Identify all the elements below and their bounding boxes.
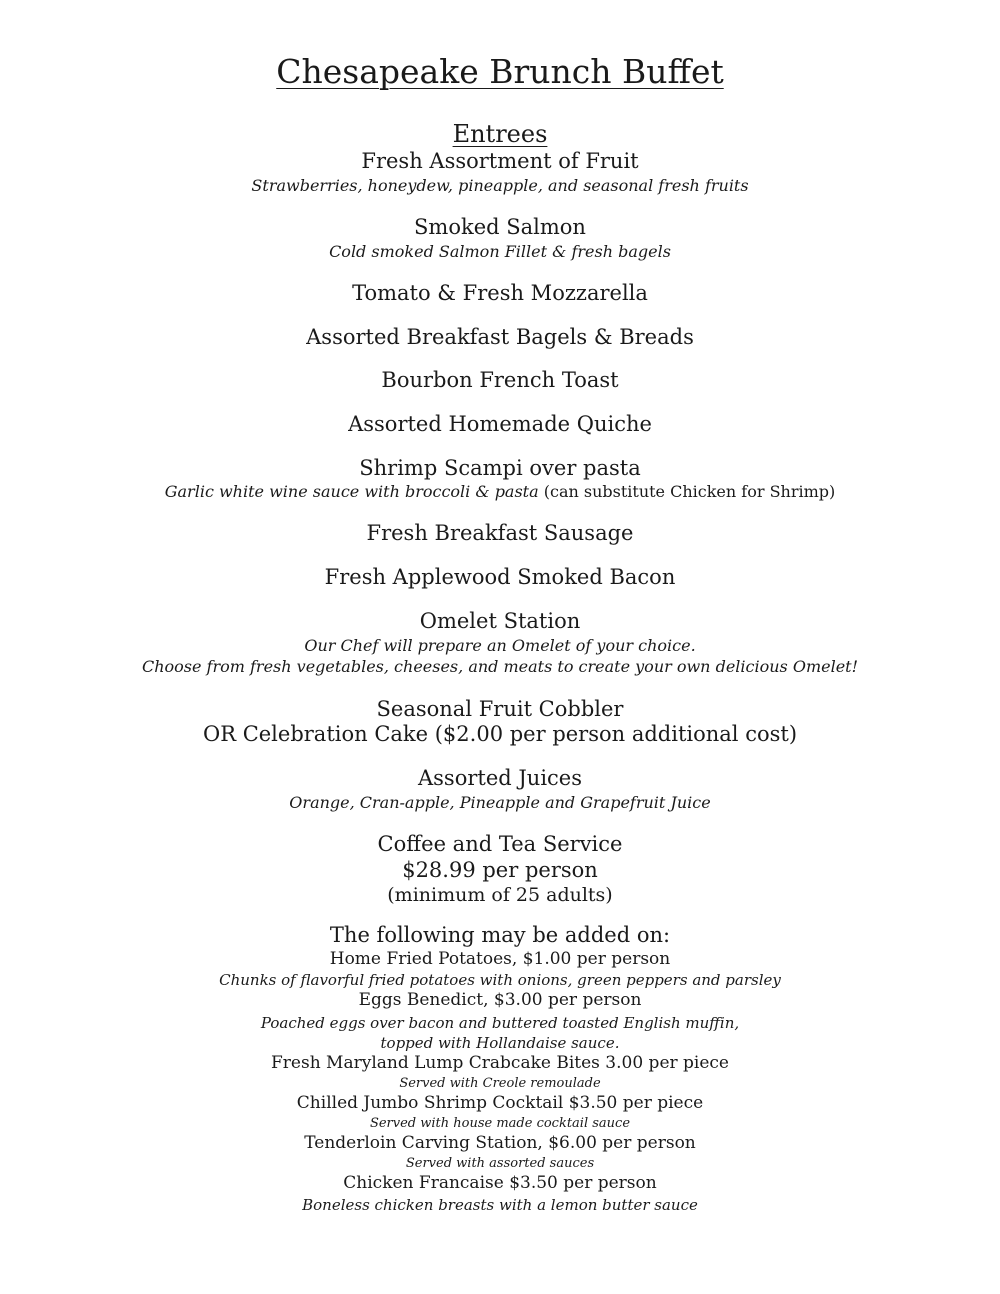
- addon-name: Tenderloin Carving Station, $6.00 per person: [304, 1133, 696, 1153]
- entree-bacon-name: Fresh Applewood Smoked Bacon: [324, 565, 676, 589]
- addon-desc: Served with house made cocktail sauce: [369, 1116, 631, 1131]
- entree-juices-desc: Orange, Cran-apple, Pineapple and Grapefruit Juice: [289, 793, 711, 812]
- addon-desc: Poached eggs over bacon and buttered toasted English muffin,: [260, 1014, 740, 1032]
- entree-omelet-name: Omelet Station: [419, 609, 581, 633]
- entree-scampi-desc-line: [0, 484, 1000, 500]
- addon-desc-line2: topped with Hollandaise sauce.: [380, 1034, 620, 1052]
- addon-desc: Boneless chicken breasts with a lemon butter sauce: [302, 1196, 698, 1214]
- buffet-minimum: (minimum of 25 adults): [387, 884, 613, 906]
- entree-salmon-name: Smoked Salmon: [414, 215, 586, 239]
- entree-scampi-name: Shrimp Scampi over pasta: [359, 456, 641, 480]
- entree-scampi-desc: Garlic white wine sauce with broccoli & pasta: [164, 482, 539, 501]
- entree-cobbler-name: Seasonal Fruit Cobbler: [376, 697, 624, 721]
- addon-name: Chilled Jumbo Shrimp Cocktail $3.50 per piece: [296, 1093, 704, 1113]
- addon-desc: Served with assorted sauces: [405, 1156, 595, 1171]
- entree-bagels-name: Assorted Breakfast Bagels & Breads: [306, 325, 694, 349]
- entree-coffee-name: Coffee and Tea Service: [377, 832, 623, 856]
- buffet-price: $28.99 per person: [402, 858, 598, 882]
- section-title-entrees: Entrees: [452, 120, 548, 148]
- entree-toast-name: Bourbon French Toast: [381, 368, 619, 392]
- entree-quiche-name: Assorted Homemade Quiche: [348, 412, 652, 436]
- entree-fruit-desc: Strawberries, honeydew, pineapple, and seasonal fresh fruits: [251, 176, 749, 195]
- addon-name: Fresh Maryland Lump Crabcake Bites 3.00 per piece: [271, 1053, 729, 1073]
- entree-salmon-desc: Cold smoked Salmon Fillet & fresh bagels: [329, 242, 671, 261]
- entree-cobbler-alt: OR Celebration Cake ($2.00 per person additional cost): [202, 722, 798, 746]
- addon-desc: Served with Creole remoulade: [399, 1076, 601, 1091]
- entree-scampi-note: (can substitute Chicken for Shrimp): [538, 482, 836, 501]
- addon-desc: Chunks of flavorful fried potatoes with onions, green peppers and parsley: [219, 971, 781, 989]
- entree-tomato-name: Tomato & Fresh Mozzarella: [352, 281, 648, 305]
- entree-fruit-name: Fresh Assortment of Fruit: [361, 149, 639, 173]
- entree-omelet-desc1: Our Chef will prepare an Omelet of your choice.: [304, 636, 696, 655]
- menu-title: Chesapeake Brunch Buffet: [276, 52, 724, 91]
- addon-name: Eggs Benedict, $3.00 per person: [358, 990, 642, 1010]
- addon-name: Chicken Francaise $3.50 per person: [343, 1173, 657, 1193]
- entree-juices-name: Assorted Juices: [417, 766, 582, 790]
- entree-sausage-name: Fresh Breakfast Sausage: [366, 521, 634, 545]
- entree-omelet-desc2: Choose from fresh vegetables, cheeses, and meats to create your own delicious Omelet!: [141, 657, 859, 676]
- addon-name: Home Fried Potatoes, $1.00 per person: [329, 949, 671, 969]
- addons-heading: The following may be added on:: [329, 923, 671, 947]
